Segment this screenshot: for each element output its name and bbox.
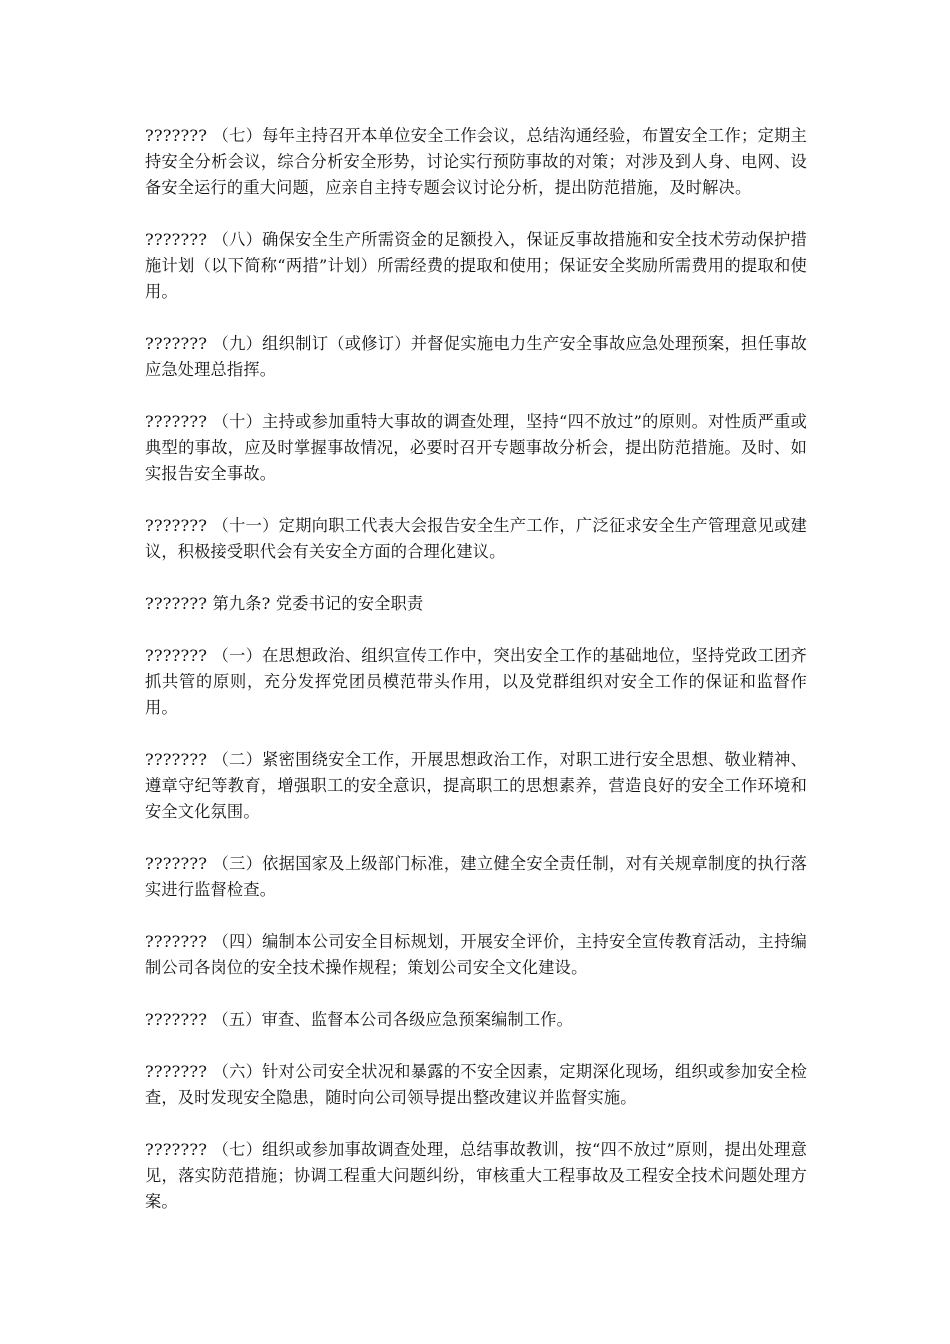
paragraph-3: ??????? （九）组织制订（或修订）并督促实施电力生产安全事故应急处理预案，担任事故应急处理总指挥。	[145, 334, 807, 379]
paragraph-5: ??????? （十一）定期向职工代表大会报告安全生产工作，广泛征求安全生产管理意见或建议，积极接受职代会有关安全方面的合理化建议。	[145, 516, 807, 561]
paragraph-1: ??????? （七）每年主持召开本单位安全工作会议，总结沟通经验，布置安全工作；定期主持安全分析会议，综合分析安全形势，讨论实行预防事故的对策；对涉及到人身、电网、设备安全运行的重大问题，应亲自主持专题会议讨论分析，提出防范措施，及时解决。	[145, 126, 807, 197]
paragraph-10: ??????? （四）编制本公司安全目标规划，开展安全评价，主持安全宣传教育活动，主持编制公司各岗位的安全技术操作规程；策划公司安全文化建设。	[145, 932, 807, 977]
paragraph-2: ??????? （八）确保安全生产所需资金的足额投入，保证反事故措施和安全技术劳动保护措施计划（以下简称“两措”计划）所需经费的提取和使用；保证安全奖励所需费用的提取和使用。	[145, 230, 807, 301]
paragraph-11: ??????? （五）审查、监督本公司各级应急预案编制工作。	[145, 1010, 574, 1029]
paragraph-12: ??????? （六）针对公司安全状况和暴露的不安全因素，定期深化现场，组织或参加安全检查，及时发现安全隐患，随时向公司领导提出整改建议并监督实施。	[145, 1062, 807, 1107]
paragraph-7: ??????? （一）在思想政治、组织宣传工作中，突出安全工作的基础地位，坚持党政工团齐抓共管的原则，充分发挥党团员模范带头作用，以及党群组织对安全工作的保证和监督作用。	[145, 646, 807, 717]
section-heading: ??????? 第九条? 党委书记的安全职责	[145, 594, 424, 613]
document-body	[145, 123, 807, 1241]
paragraph-8: ??????? （二）紧密围绕安全工作，开展思想政治工作，对职工进行安全思想、敬业精神、遵章守纪等教育，增强职工的安全意识，提高职工的思想素养，营造良好的安全工作环境和安全文化氛围。	[145, 750, 807, 821]
paragraph-13: ??????? （七）组织或参加事故调查处理，总结事故教训，按“四不放过”原则，提出处理意见，落实防范措施；协调工程重大问题纠纷，审核重大工程事故及工程安全技术问题处理方案。	[145, 1140, 807, 1211]
paragraph-9: ??????? （三）依据国家及上级部门标准，建立健全安全责任制，对有关规章制度的执行落实进行监督检查。	[145, 854, 807, 899]
paragraph-4: ??????? （十）主持或参加重特大事故的调查处理，坚持“四不放过”的原则。对性质严重或典型的事故，应及时掌握事故情况，必要时召开专题事故分析会，提出防范措施。及时、如实报告安全事故。	[145, 412, 807, 483]
